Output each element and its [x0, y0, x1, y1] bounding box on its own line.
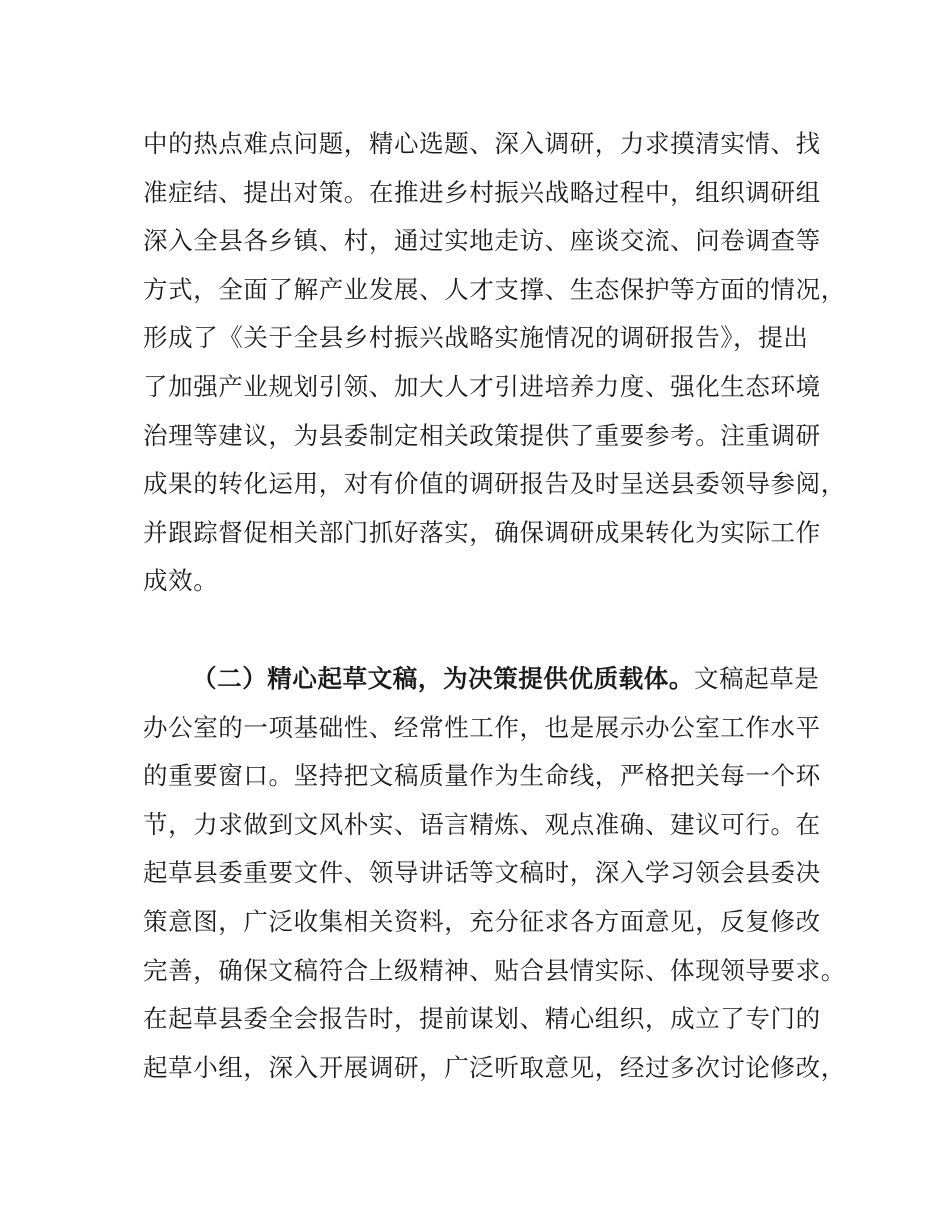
text-line: 方式，全面了解产业发展、人才支撑、生态保护等方面的情况， — [143, 274, 846, 304]
text-line: 成果的转化运用，对有价值的调研报告及时呈送县委领导参阅， — [143, 469, 846, 499]
text-line: 策意图，广泛收集相关资料，充分征求各方面意见，反复修改 — [143, 906, 821, 936]
text-line: 形成了《关于全县乡村振兴战略实施情况的调研报告》，提出 — [143, 323, 809, 353]
document-body — [143, 120, 846, 1092]
text-line: 准症结、提出对策。在推进乡村振兴战略过程中，组织调研组 — [143, 177, 821, 207]
text-line: 成效。 — [143, 566, 219, 596]
text-line: 深入全县各乡镇、村，通过实地走访、座谈交流、问卷调查等 — [143, 226, 821, 256]
heading-followup-text: 文稿起草是 — [694, 663, 820, 693]
text-line: 完善，确保文稿符合上级精神、贴合县情实际、体现领导要求。 — [143, 955, 846, 985]
section-heading: （二）精心起草文稿，为决策提供优质载体。 — [192, 663, 694, 693]
paragraph-drafting — [143, 655, 846, 1092]
text-line: 了加强产业规划引领、加大人才引进培养力度、强化生态环境 — [143, 371, 821, 401]
paragraph-research — [143, 120, 846, 606]
text-line: 在起草县委全会报告时，提前谋划、精心组织，成立了专门的 — [143, 1004, 821, 1034]
text-line-first — [143, 655, 823, 704]
text-line: 并跟踪督促相关部门抓好落实，确保调研成果转化为实际工作 — [143, 517, 821, 547]
text-line: 治理等建议，为县委制定相关政策提供了重要参考。注重调研 — [143, 420, 821, 450]
text-line: 起草小组，深入开展调研，广泛听取意见，经过多次讨论修改， — [143, 1052, 846, 1082]
text-line: 节，力求做到文风朴实、语言精炼、观点准确、建议可行。在 — [143, 809, 821, 839]
paragraph-spacer — [143, 606, 823, 655]
text-line: 办公室的一项基础性、经常性工作，也是展示办公室工作水平 — [143, 712, 821, 742]
text-line: 中的热点难点问题，精心选题、深入调研，力求摸清实情、找 — [143, 129, 821, 158]
text-line: 的重要窗口。坚持把文稿质量作为生命线，严格把关每一个环 — [143, 761, 821, 791]
text-line: 起草县委重要文件、领导讲话等文稿时，深入学习领会县委决 — [143, 858, 821, 888]
